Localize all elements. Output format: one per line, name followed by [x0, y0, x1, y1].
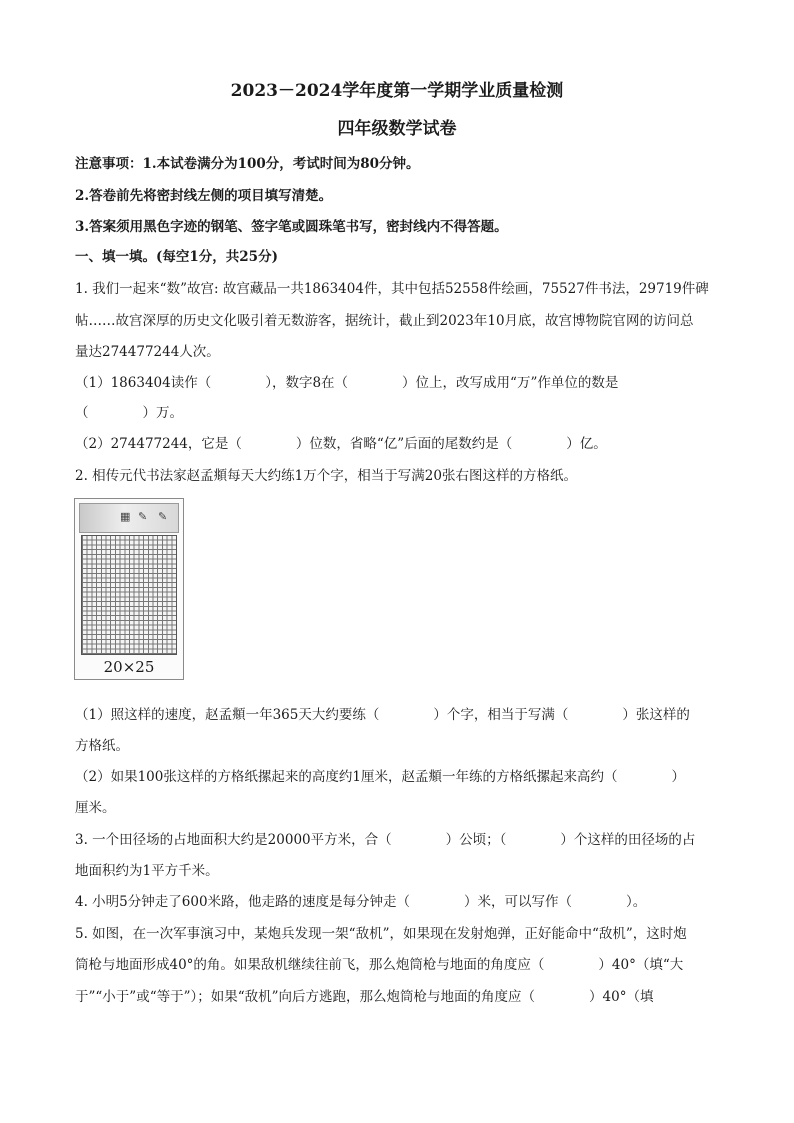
q5-line-2: 筒枪与地面形成40°的角。如果敌机继续往前飞，那么炮筒枪与地面的角度应（ ）40°（填“大: [75, 957, 684, 973]
q3-line-2: 地面积约为1平方千米。: [75, 863, 219, 879]
q1-part1-line-1: （1）1863404读作（ ），数字8在（ ）位上，改写成用“万”作单位的数是: [75, 375, 619, 391]
q2-part1-line-1: （1）照这样的速度，赵孟頫一年365天大约要练（ ）个字，相当于写满（ ）张这样的: [75, 707, 690, 723]
exam-subtitle: 四年级数学试卷: [337, 119, 457, 139]
exam-title: 2023－2024学年度第一学期学业质量检测: [230, 81, 564, 101]
q1-line-1: 1. 我们一起来“数”故宫: 故宫藏品一共1863404件，其中包括52558件绘画，75527件书法，29719件碑: [75, 281, 709, 297]
q3-line-1: 3. 一个田径场的占地面积大约是20000平方米，合（ ）公顷；（ ）个这样的田径场的占: [75, 832, 696, 848]
q4-text: 4. 小明5分钟走了600米路，他走路的速度是每分钟走（ ）米，可以写作（ ）。: [75, 894, 647, 910]
note-1: 注意事项：1.本试卷满分为100分，考试时间为80分钟。: [75, 156, 420, 172]
q5-line-3: 于”“小于”或“等于”）；如果“敌机”向后方逃跑，那么炮筒枪与地面的角度应（ ）40°（填: [75, 989, 654, 1005]
grid-paper-label: 20×25: [103, 658, 155, 676]
section-heading: 一、填一填。(每空1分，共25分): [75, 249, 278, 265]
q2-part2-line-1: （2）如果100张这样的方格纸摞起来的高度约1厘米，赵孟頫一年练的方格纸摞起来高约（ ）: [75, 769, 685, 785]
q1-part1-line-2: （ ）万。: [75, 405, 183, 421]
grid-paper-squares: [81, 535, 177, 655]
grid-paper-header-decoration: ▦ ✎ ✎: [79, 503, 179, 533]
q2-part1-line-2: 方格纸。: [75, 738, 129, 754]
note-2: 2.答卷前先将密封线左侧的项目填写清楚。: [75, 188, 333, 204]
note-3: 3.答案须用黑色字迹的钢笔、签字笔或圆珠笔书写，密封线内不得答题。: [75, 219, 508, 235]
q2-text: 2. 相传元代书法家赵孟頫每天大约练1万个字，相当于写满20张右图这样的方格纸。: [75, 468, 577, 484]
q1-line-2: 帖……故宫深厚的历史文化吸引着无数游客，据统计，截止到2023年10月底，故宫博物院官网的访问总: [75, 313, 694, 329]
grid-paper-image: [74, 498, 184, 680]
q1-line-3: 量达274477244人次。: [75, 344, 220, 360]
q1-part2: （2）274477244，它是（ ）位数，省略“亿”后面的尾数约是（ ）亿。: [75, 436, 607, 452]
q2-part2-line-2: 厘米。: [75, 800, 116, 816]
q5-line-1: 5. 如图，在一次军事演习中，某炮兵发现一架“敌机”，如果现在发射炮弹，正好能命中“敌机”，这时炮: [75, 926, 687, 942]
